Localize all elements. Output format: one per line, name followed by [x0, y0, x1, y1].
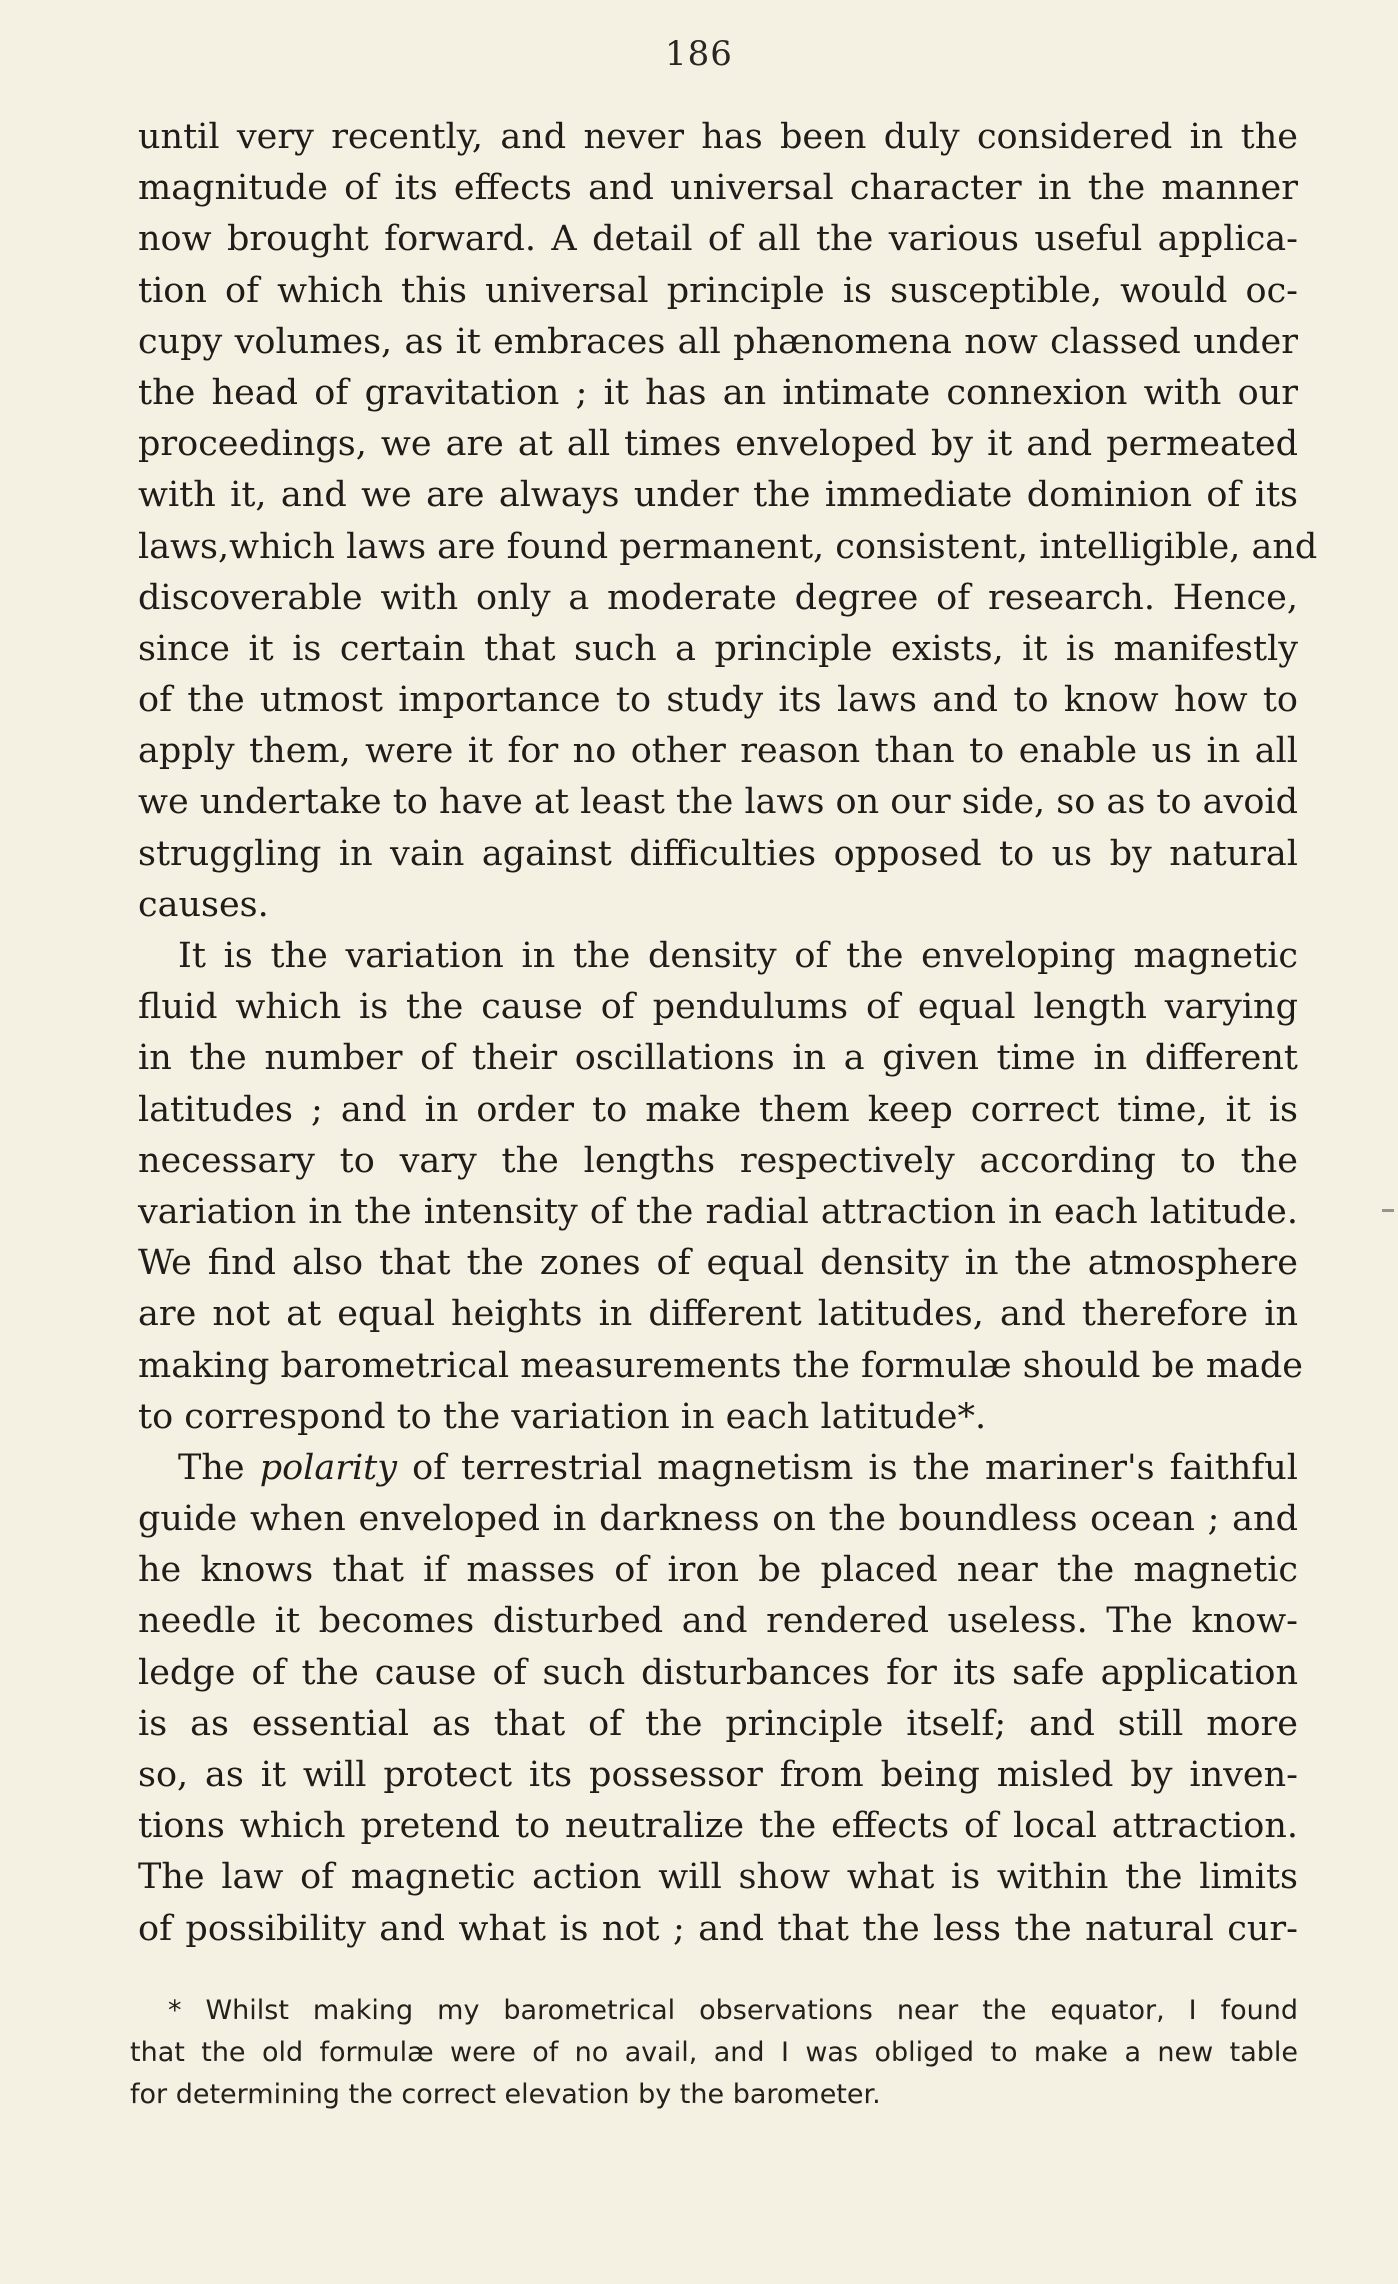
- body-text: [138, 112, 1318, 1955]
- text-line: magnitude of its effects and universal character in the manner: [138, 168, 1298, 209]
- polarity-line-after: of terrestrial magnetism is the mariner's faithful: [397, 1447, 1298, 1488]
- text-line: variation in the intensity of the radial attraction in each latitude.: [138, 1191, 1298, 1232]
- text-line: to correspond to the variation in each latitude*.: [138, 1396, 987, 1437]
- footnote: [130, 1990, 1298, 2116]
- polarity-line-before: The: [178, 1447, 260, 1488]
- text-line: fluid which is the cause of pendulums of equal length varying: [138, 987, 1298, 1028]
- italic-term-polarity: polarity: [259, 1447, 397, 1488]
- text-line: making barometrical measurements the formulæ should be made: [138, 1345, 1303, 1386]
- footnote-line: that the old formulæ were of no avail, and I was obliged to make a new table: [130, 2037, 1298, 2068]
- text-line: The law of magnetic action will show what is within the limits: [138, 1857, 1298, 1898]
- text-line: of the utmost importance to study its laws and to know how to: [138, 680, 1298, 721]
- text-line: he knows that if masses of iron be placed near the magnetic: [138, 1550, 1298, 1591]
- text-line: we undertake to have at least the laws on our side, so as to avoid: [138, 782, 1298, 823]
- text-line: are not at equal heights in different latitudes, and therefore in: [138, 1294, 1298, 1335]
- text-line: the head of gravitation ; it has an intimate connexion with our: [138, 372, 1298, 413]
- text-line: tion of which this universal principle is susceptible, would oc-: [138, 270, 1298, 311]
- footnote-line: * Whilst making my barometrical observations near the equator, I found: [168, 1995, 1298, 2026]
- text-line: now brought forward. A detail of all the various useful applica-: [138, 219, 1298, 260]
- text-line: in the number of their oscillations in a given time in different: [138, 1038, 1298, 1079]
- text-line: ledge of the cause of such disturbances for its safe application: [138, 1652, 1298, 1693]
- paragraph-start: [138, 1443, 1298, 1494]
- text-line: discoverable with only a moderate degree of research. Hence,: [138, 577, 1298, 618]
- text-line: apply them, were it for no other reason than to enable us in all: [138, 731, 1298, 772]
- text-line: tions which pretend to neutralize the effects of local attraction.: [138, 1806, 1298, 1847]
- text-line: guide when enveloped in darkness on the boundless ocean ; and: [138, 1499, 1298, 1540]
- text-line: with it, and we are always under the immediate dominion of its: [138, 475, 1298, 516]
- text-line: so, as it will protect its possessor from being misled by inven-: [138, 1755, 1298, 1795]
- text-line: cupy volumes, as it embraces all phænomena now classed under: [138, 321, 1298, 362]
- text-line: We find also that the zones of equal density in the atmosphere: [138, 1243, 1298, 1284]
- text-line: struggling in vain against difficulties opposed to us by natural: [138, 833, 1298, 874]
- text-line: needle it becomes disturbed and rendered useless. The know-: [138, 1601, 1298, 1642]
- text-line: of possibility and what is not ; and that the less the natural cur-: [138, 1908, 1298, 1949]
- text-line: is as essential as that of the principle itself; and still more: [138, 1703, 1298, 1744]
- footnote-line: for determining the correct elevation by the barometer.: [130, 2079, 881, 2110]
- margin-dash-mark: [1382, 1209, 1394, 1212]
- text-line: proceedings, we are at all times enveloped by it and permeated: [138, 424, 1298, 465]
- text-line: necessary to vary the lengths respectively according to the: [138, 1140, 1298, 1181]
- paragraph-start: It is the variation in the density of the enveloping magnetic: [178, 936, 1298, 976]
- text-line: latitudes ; and in order to make them keep correct time, it is: [138, 1089, 1298, 1130]
- text-line: until very recently, and never has been duly considered in the: [138, 117, 1298, 157]
- text-line: since it is certain that such a principle exists, it is manifestly: [138, 628, 1298, 669]
- text-line: laws,which laws are found permanent, consistent, intelligible, and: [138, 526, 1318, 567]
- page-number: 186: [665, 34, 733, 74]
- text-line: causes.: [138, 884, 269, 925]
